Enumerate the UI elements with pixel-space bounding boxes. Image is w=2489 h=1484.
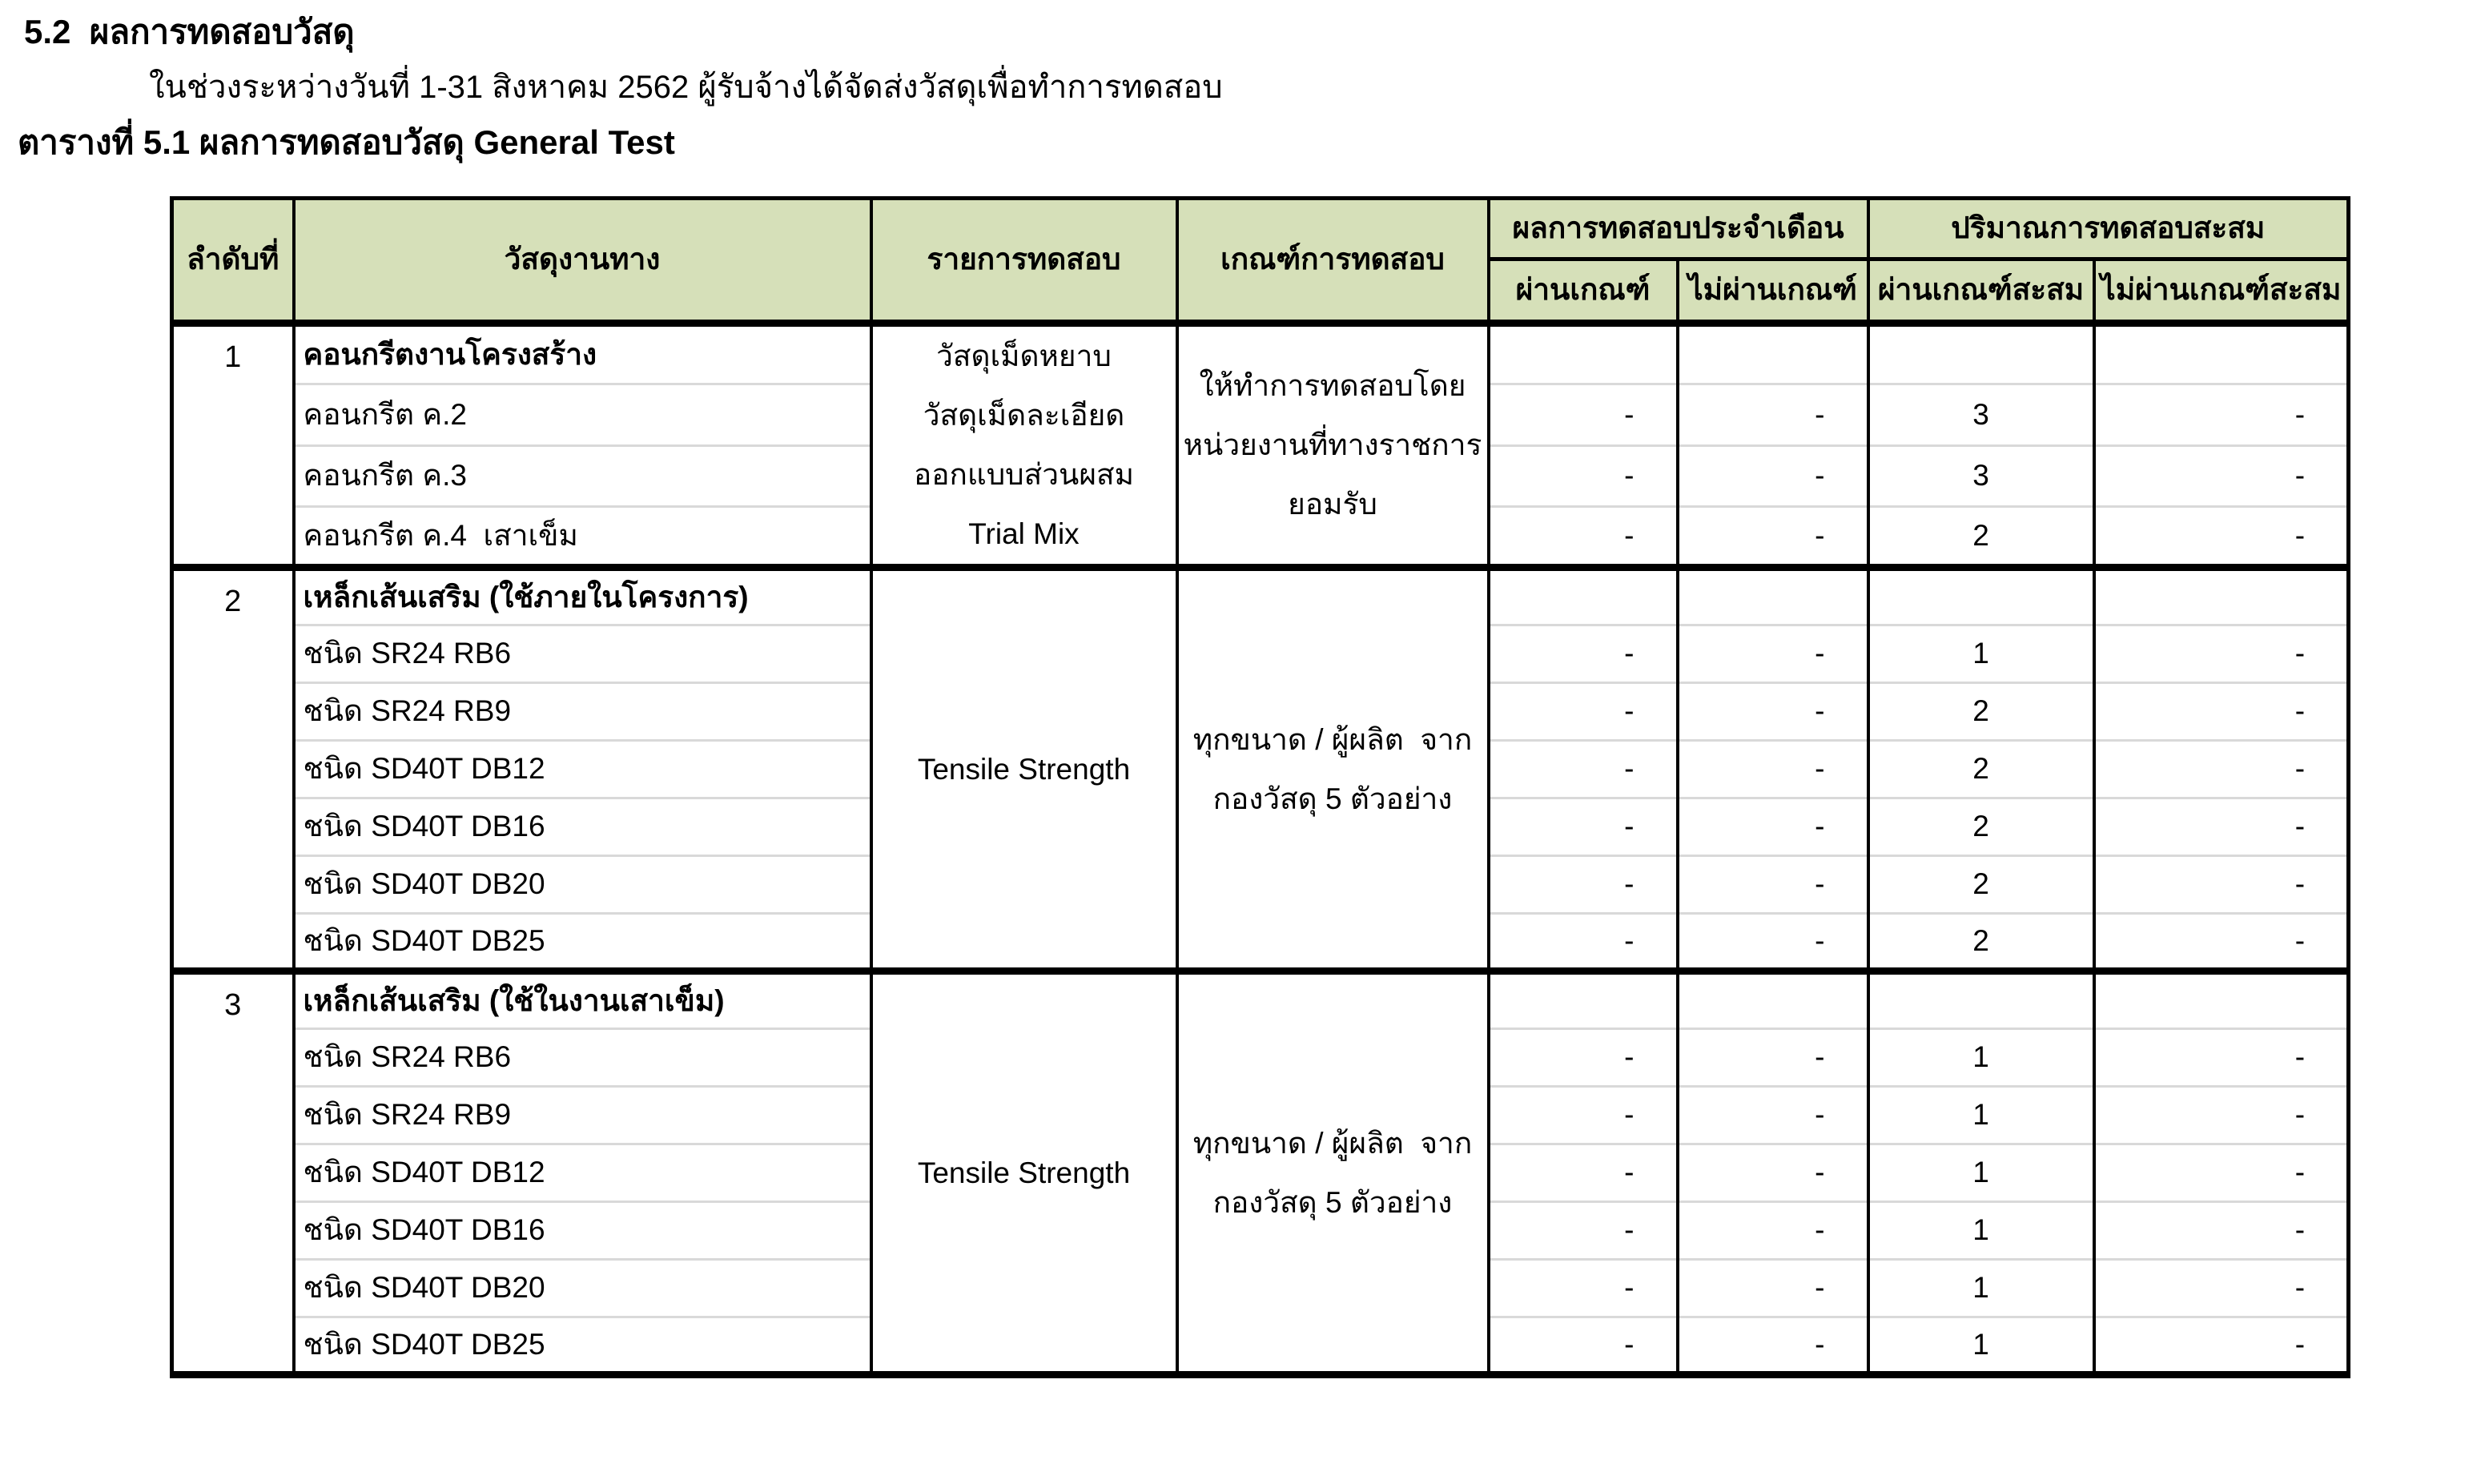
table-row [172,324,2349,384]
cell-pass: - [1489,683,1678,741]
header-material: วัสดุงานทาง [294,199,871,324]
cell-pass: - [1489,856,1678,914]
cell-cum-pass [1868,568,2094,625]
cell-cum-pass: 2 [1868,798,2094,856]
cell-cum-fail: - [2094,798,2349,856]
cell-test-item-line: Trial Mix [968,517,1080,550]
cell-cum-fail [2094,324,2349,384]
cell-cum-pass: 1 [1868,1029,2094,1087]
cell-fail: - [1678,683,1868,741]
cell-cum-pass: 3 [1868,384,2094,445]
cell-cum-pass: 2 [1868,914,2094,971]
cell-material: คอนกรีต ค.2 [294,384,871,445]
cell-fail: - [1678,914,1868,971]
cell-test-criteria-line: ทุกขนาด / ผู้ผลิต จาก [1192,1126,1473,1160]
cell-test-item-line: ออกแบบส่วนผสม [914,458,1134,491]
cell-fail: - [1678,741,1868,798]
cell-test-item [871,324,1177,568]
material-section-2 [172,568,2349,971]
material-section-1 [172,324,2349,568]
cell-fail: - [1678,445,1868,506]
cell-cum-fail: - [2094,1202,2349,1260]
cell-cum-fail: - [2094,741,2349,798]
cell-cum-pass [1868,324,2094,384]
cell-cum-pass: 2 [1868,506,2094,567]
cell-fail [1678,568,1868,625]
cell-test-criteria [1177,324,1489,568]
cell-cum-fail [2094,568,2349,625]
cell-material: เหล็กเส้นเสริม (ใช้ภายในโครงการ) [294,568,871,625]
cell-test-item-line: วัสดุเม็ดละเอียด [923,399,1125,432]
section-subheading: ในช่วงระหว่างวันที่ 1-31 สิงหาคม 2562 ผู้รับจ้างได้จัดส่งวัสดุเพื่อทำการทดสอบ [149,70,1223,105]
cell-pass: - [1489,445,1678,506]
cell-test-item [871,568,1177,971]
cell-fail: - [1678,1087,1868,1144]
cell-cum-fail: - [2094,856,2349,914]
cell-material: ชนิด SR24 RB6 [294,1029,871,1087]
cell-fail: - [1678,1144,1868,1202]
cell-pass: - [1489,1317,1678,1375]
cell-pass: - [1489,1087,1678,1144]
cell-pass: - [1489,1202,1678,1260]
cell-material: ชนิด SD40T DB20 [294,856,871,914]
cell-pass: - [1489,798,1678,856]
table-header [172,199,2349,324]
cell-cum-pass: 1 [1868,1317,2094,1375]
cell-test-item-line: Tensile Strength [917,1156,1131,1189]
cell-material: ชนิด SD40T DB12 [294,741,871,798]
cell-cum-pass: 1 [1868,1087,2094,1144]
cell-fail: - [1678,506,1868,567]
cell-test-criteria [1177,568,1489,971]
cell-cum-pass: 1 [1868,625,2094,683]
cell-cum-fail: - [2094,445,2349,506]
header-no: ลำดับที่ [172,199,294,324]
cell-test-criteria-line: ยอมรับ [1288,488,1377,521]
cell-material: คอนกรีตงานโครงสร้าง [294,324,871,384]
cell-material: ชนิด SD40T DB16 [294,1202,871,1260]
cell-cum-fail: - [2094,1029,2349,1087]
cell-section-no: 3 [172,971,294,1375]
cell-material: ชนิด SR24 RB9 [294,1087,871,1144]
cell-pass: - [1489,914,1678,971]
section-heading: 5.2 ผลการทดสอบวัสดุ [24,13,355,50]
cell-test-item-line: วัสดุเม็ดหยาบ [936,340,1112,372]
cell-material: ชนิด SD40T DB16 [294,798,871,856]
cell-cum-pass: 2 [1868,741,2094,798]
cell-cum-pass: 2 [1868,856,2094,914]
cell-fail [1678,971,1868,1029]
cell-test-criteria-line: ทุกขนาด / ผู้ผลิต จาก [1192,722,1473,756]
table-row [172,971,2349,1029]
cell-cum-fail: - [2094,1087,2349,1144]
header-cum-fail: ไม่ผ่านเกณฑ์สะสม [2094,259,2349,324]
cell-material: ชนิด SR24 RB6 [294,625,871,683]
cell-material: ชนิด SD40T DB12 [294,1144,871,1202]
cell-cum-fail: - [2094,914,2349,971]
cell-cum-pass: 3 [1868,445,2094,506]
cell-material: ชนิด SR24 RB9 [294,683,871,741]
cell-cum-fail: - [2094,1144,2349,1202]
cell-test-item-line: Tensile Strength [917,752,1131,786]
cell-fail: - [1678,625,1868,683]
cell-cum-fail: - [2094,506,2349,567]
header-group-row [172,199,2349,259]
cell-pass [1489,324,1678,384]
cell-material: ชนิด SD40T DB25 [294,914,871,971]
cell-test-criteria-line: กองวัสดุ 5 ตัวอย่าง [1212,782,1453,815]
cell-fail: - [1678,384,1868,445]
header-fail: ไม่ผ่านเกณฑ์ [1678,259,1868,324]
cell-fail: - [1678,1260,1868,1317]
results-table [170,196,2350,1378]
cell-material: คอนกรีต ค.3 [294,445,871,506]
cell-cum-fail: - [2094,1317,2349,1375]
cell-pass: - [1489,506,1678,567]
cell-section-no: 2 [172,568,294,971]
cell-cum-fail [2094,971,2349,1029]
table-row [172,568,2349,625]
cell-pass: - [1489,1144,1678,1202]
cell-pass: - [1489,625,1678,683]
cell-test-criteria-line: ให้ทำการทดสอบโดย [1199,369,1466,402]
header-cum-pass: ผ่านเกณฑ์สะสม [1868,259,2094,324]
header-criteria: เกณฑ์การทดสอบ [1177,199,1489,324]
cell-test-item [871,971,1177,1375]
cell-material: คอนกรีต ค.4 เสาเข็ม [294,506,871,567]
cell-fail: - [1678,1202,1868,1260]
cell-fail: - [1678,1029,1868,1087]
cell-cum-pass: 1 [1868,1260,2094,1317]
cell-pass: - [1489,1260,1678,1317]
cell-cum-fail: - [2094,625,2349,683]
cell-pass: - [1489,384,1678,445]
cell-test-criteria [1177,971,1489,1375]
cell-pass: - [1489,741,1678,798]
header-cumulative-group: ปริมาณการทดสอบสะสม [1868,199,2349,259]
cell-cum-fail: - [2094,1260,2349,1317]
material-section-3 [172,971,2349,1375]
cell-section-no: 1 [172,324,294,568]
cell-pass [1489,568,1678,625]
cell-pass: - [1489,1029,1678,1087]
cell-fail [1678,324,1868,384]
cell-test-criteria-line: กองวัสดุ 5 ตัวอย่าง [1212,1185,1453,1219]
cell-cum-pass: 1 [1868,1202,2094,1260]
cell-cum-pass: 2 [1868,683,2094,741]
cell-material: ชนิด SD40T DB25 [294,1317,871,1375]
cell-pass [1489,971,1678,1029]
cell-cum-pass: 1 [1868,1144,2094,1202]
cell-material: ชนิด SD40T DB20 [294,1260,871,1317]
cell-cum-pass [1868,971,2094,1029]
cell-cum-fail: - [2094,384,2349,445]
cell-fail: - [1678,856,1868,914]
header-test-item: รายการทดสอบ [871,199,1177,324]
cell-fail: - [1678,1317,1868,1375]
header-pass: ผ่านเกณฑ์ [1489,259,1678,324]
cell-cum-fail: - [2094,683,2349,741]
cell-fail: - [1678,798,1868,856]
table-title: ตารางที่ 5.1 ผลการทดสอบวัสดุ General Test [18,123,675,161]
cell-test-criteria-line: หน่วยงานที่ทางราชการ [1183,428,1482,461]
cell-material: เหล็กเส้นเสริม (ใช้ในงานเสาเข็ม) [294,971,871,1029]
header-monthly-group: ผลการทดสอบประจำเดือน [1489,199,1868,259]
